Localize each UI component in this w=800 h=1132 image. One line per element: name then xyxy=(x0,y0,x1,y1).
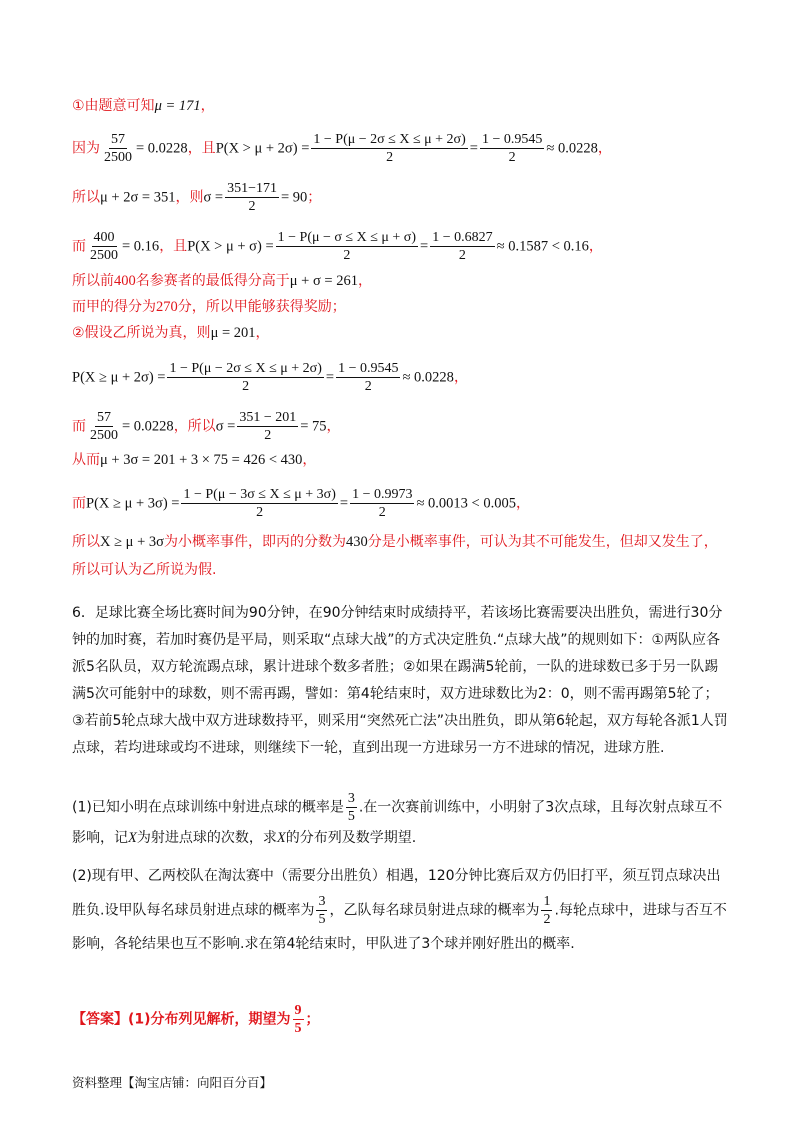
fraction xyxy=(88,229,120,264)
math-expr: μ = 171 xyxy=(154,98,201,114)
solution-line-8 xyxy=(72,360,468,395)
denominator: 5 xyxy=(347,809,355,824)
denominator: 2 xyxy=(256,505,264,520)
text: ， xyxy=(255,325,270,341)
problem-6-question-1 xyxy=(72,790,728,852)
math-expr: ≈ 0.0228 xyxy=(402,369,454,386)
numerator: 3 xyxy=(347,791,355,806)
math-expr: = xyxy=(469,140,478,157)
math-expr: = xyxy=(339,495,349,512)
text: 为小概率事件，即丙的分数为 xyxy=(163,534,346,550)
math-expr: P(X > μ + σ) = xyxy=(187,238,274,255)
text: 为射进点球的次数，求 xyxy=(136,830,277,846)
denominator: 2 xyxy=(543,912,551,927)
math-expr: μ + σ = 261 xyxy=(289,273,358,289)
fraction xyxy=(336,360,400,395)
text: 所以可认为乙所说为假. xyxy=(72,562,217,578)
text: ②假设乙所说为真，则 xyxy=(72,325,211,341)
text: ， xyxy=(302,452,317,468)
denominator: 5 xyxy=(318,912,326,927)
text: (1)已知小明在点球训练中射进点球的概率是 xyxy=(72,799,344,816)
text: ， xyxy=(453,369,468,386)
fraction xyxy=(237,409,298,444)
math-number: 400 xyxy=(114,273,136,289)
fraction xyxy=(293,1002,304,1037)
math-expr: ≈ 0.1587 < 0.16 xyxy=(496,238,589,255)
fraction xyxy=(316,893,327,928)
text: ； xyxy=(305,1011,320,1028)
numerator: 1 − 0.9973 xyxy=(352,487,413,502)
numerator: 1 − P(μ − 3σ ≤ X ≤ μ + 3σ) xyxy=(183,487,336,502)
numerator: 1 − 0.9545 xyxy=(338,361,399,376)
solution-line-7 xyxy=(72,323,270,343)
denominator: 2 xyxy=(378,505,386,520)
solution-line-3 xyxy=(72,180,321,215)
fraction xyxy=(88,409,120,444)
fraction xyxy=(102,131,134,166)
numerator: 57 xyxy=(111,132,125,147)
math-expr: X ≥ μ + 3σ xyxy=(100,534,164,550)
fraction xyxy=(350,486,414,521)
text: ， xyxy=(588,238,603,255)
numerator: 1 − P(μ − σ ≤ X ≤ μ + σ) xyxy=(277,230,417,245)
solution-line-1 xyxy=(72,96,215,116)
fraction xyxy=(346,790,357,825)
math-expr: P(X ≥ μ + 2σ) = xyxy=(72,369,166,386)
text: .在一次赛前训练中，小明射了3次点球，且每次射点球互不影响，记 xyxy=(72,799,723,846)
numerator: 1 − P(μ − 2σ ≤ X ≤ μ + 2σ) xyxy=(169,361,322,376)
math-expr: = 0.16 xyxy=(122,238,160,255)
denominator: 2500 xyxy=(104,150,132,165)
numerator: 57 xyxy=(97,410,111,425)
numerator: 1 xyxy=(543,894,551,909)
page-footer: 资料整理【淘宝店铺：向阳百分百】 xyxy=(72,1075,273,1090)
solution-line-12 xyxy=(72,532,718,552)
solution-line-2 xyxy=(72,131,612,166)
fraction xyxy=(541,893,552,928)
fraction xyxy=(167,360,323,395)
math-expr: ≈ 0.0013 < 0.005 xyxy=(416,495,516,512)
text: 的分布列及数学期望. xyxy=(285,830,417,846)
solution-line-10 xyxy=(72,450,316,470)
numerator: 351 − 201 xyxy=(239,410,297,425)
text: ，且 xyxy=(159,238,188,255)
denominator: 2500 xyxy=(90,248,118,263)
text: ， xyxy=(357,273,372,289)
numerator: 1 − P(μ − 2σ ≤ X ≤ μ + 2σ) xyxy=(313,132,466,147)
math-expr: μ + 2σ = 351 xyxy=(100,189,176,206)
denominator: 2 xyxy=(248,199,256,214)
math-expr: = 0.0228 xyxy=(136,140,188,157)
text: 从而 xyxy=(72,452,100,468)
denominator: 5 xyxy=(294,1021,302,1036)
text: ，乙队每名球员射进点球的概率为 xyxy=(329,902,540,919)
numerator: 1 − 0.9545 xyxy=(481,132,543,147)
text: ， xyxy=(515,495,530,512)
solution-line-5 xyxy=(72,271,372,291)
math-expr: μ = 201 xyxy=(210,325,256,341)
text: (2)现有甲、乙两校队在淘汰赛中（需要分出胜负）相遇，120分钟比赛后双方仍旧打平，须互罚点球决出胜负.设甲队每名球员射进点球的概率为 xyxy=(72,868,721,919)
solution-line-6 xyxy=(72,297,346,317)
text: 而 xyxy=(72,495,86,512)
math-number: 430 xyxy=(345,534,368,550)
text: .每轮点球中，进球与否互不影响，各轮结果也互不影响.求在第4轮结束时，甲队进了3个球并刚好胜出的概率. xyxy=(72,902,727,952)
math-expr: = xyxy=(420,238,429,255)
denominator: 2 xyxy=(458,248,466,263)
text: 所以前 xyxy=(72,273,114,289)
solution-line-9 xyxy=(72,409,341,444)
text: 因为 xyxy=(72,140,100,157)
problem-6-statement: 6．足球比赛全场比赛时间为90分钟，在90分钟结束时成绩持平，若该场比赛需要决出胜负，需进行30分钟的加时赛，若加时赛仍是平局，则采取“点球大战”的方式决定胜负.“点球大战”的规则如下：①两队应各派5名队员，双方轮流踢点球，累计进球个数多者胜；②如果在踢满5轮前，一队的进球数已多于另一队踢满5次可能射中的球数，则不需再踢，譬如：第4轮结束时，双方进球数比为2：0，则不需再踢第5轮了；③若前5轮点球大战中双方进球数持平，则采用“突然死亡法”决出胜负，即从第6轮起，双方每轮各派1人罚点球，若均进球或均不进球，则继续下一轮，直到出现一方进球另一方不进球的情况，进球方胜. xyxy=(72,605,728,756)
answer-line xyxy=(72,1002,320,1037)
fraction xyxy=(430,229,494,264)
math-expr: P(X > μ + 2σ) = xyxy=(215,140,310,157)
math-expr: = 0.0228 xyxy=(122,418,174,435)
numerator: 9 xyxy=(294,1003,302,1018)
text: 而 xyxy=(72,418,86,435)
fraction xyxy=(181,486,337,521)
text: ①由题意可知 xyxy=(72,98,155,114)
text: 分，所以甲能够获得奖励； xyxy=(177,299,346,315)
math-number: 270 xyxy=(156,299,178,315)
denominator: 2 xyxy=(343,248,351,263)
text: ，所以 xyxy=(173,418,216,435)
math-expr: σ = xyxy=(203,189,224,206)
solution-line-11 xyxy=(72,486,530,521)
text: 所以 xyxy=(72,189,100,206)
fraction xyxy=(225,180,279,215)
text: ，且 xyxy=(187,140,216,157)
text: ； xyxy=(307,189,322,206)
text: 而甲的得分为 xyxy=(72,299,156,315)
text: ， xyxy=(326,418,341,435)
math-var: X xyxy=(276,830,286,846)
problem-6-question-2 xyxy=(72,860,728,961)
answer-label: 【答案】 xyxy=(72,1011,128,1028)
math-expr: μ + 3σ = 201 + 3 × 75 = 426 < 430 xyxy=(100,452,303,468)
math-expr: = 90 xyxy=(280,189,308,206)
fraction xyxy=(480,131,544,166)
math-expr: P(X ≥ μ + 3σ) = xyxy=(86,495,180,512)
math-expr: = 75 xyxy=(300,418,327,435)
denominator: 2500 xyxy=(90,428,118,443)
text: ， xyxy=(597,140,612,157)
denominator: 2 xyxy=(364,379,372,394)
math-expr: σ = xyxy=(215,418,236,435)
text: 而 xyxy=(72,238,86,255)
solution-line-4 xyxy=(72,229,603,264)
fraction xyxy=(311,131,467,166)
numerator: 400 xyxy=(93,230,115,245)
text: 分是小概率事件，可认为其不可能发生，但却又发生了， xyxy=(367,534,718,550)
text: (1)分布列见解析，期望为 xyxy=(128,1011,291,1028)
text: 名参赛者的最低得分高于 xyxy=(135,273,290,289)
denominator: 2 xyxy=(386,150,394,165)
numerator: 351−171 xyxy=(227,181,277,196)
fraction xyxy=(276,229,418,264)
denominator: 2 xyxy=(264,428,272,443)
text: ，则 xyxy=(175,189,204,206)
denominator: 2 xyxy=(508,150,516,165)
math-expr: = xyxy=(325,369,335,386)
numerator: 1 − 0.6827 xyxy=(432,230,493,245)
text: 所以 xyxy=(72,534,100,550)
math-expr: ≈ 0.0228 xyxy=(546,140,598,157)
math-var: X xyxy=(128,830,137,846)
text: ， xyxy=(200,98,215,114)
denominator: 2 xyxy=(242,379,250,394)
numerator: 3 xyxy=(318,894,326,909)
solution-line-13 xyxy=(72,560,216,580)
